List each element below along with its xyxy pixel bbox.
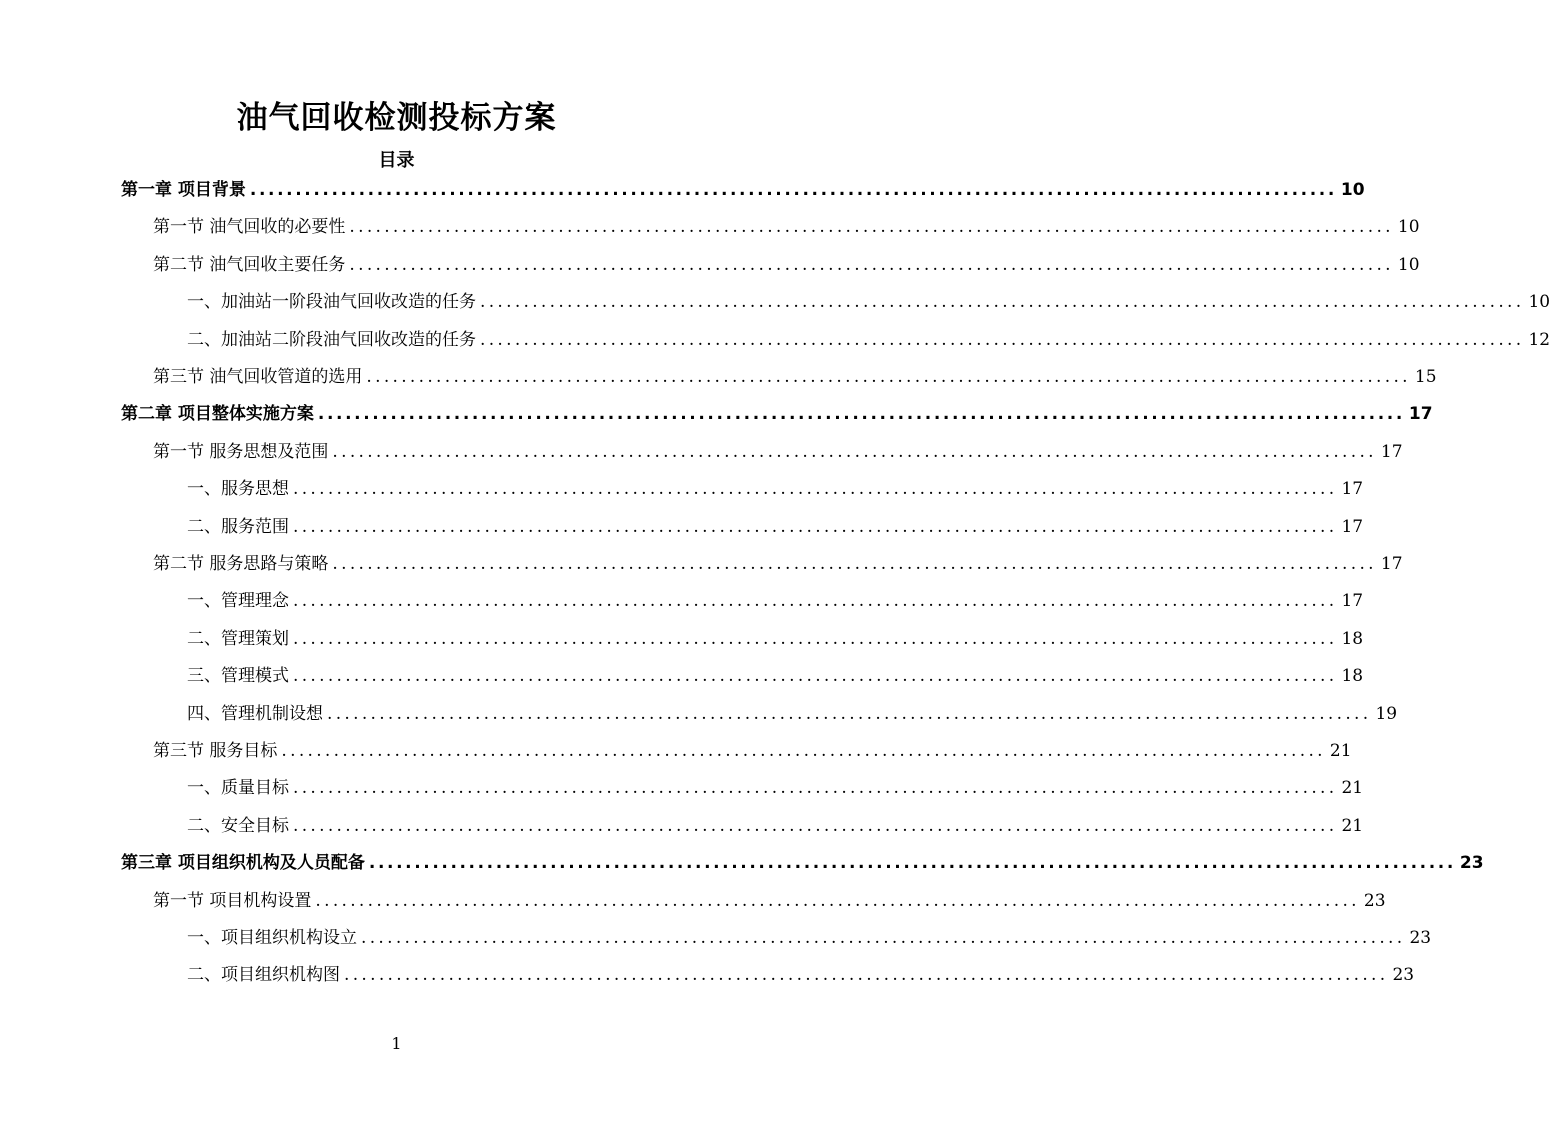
toc-heading: 目录 — [378, 150, 415, 171]
toc-entry-level3[interactable] — [187, 699, 1398, 729]
toc-entry-label: 第一节 项目机构设置 — [153, 890, 312, 911]
toc-entry-page: 19 — [1375, 703, 1398, 724]
page-number: 1 — [391, 1034, 402, 1053]
toc-entry-label: 第一章 项目背景 — [121, 180, 246, 200]
toc-entry-level3[interactable] — [187, 624, 1364, 654]
toc-entry-level1[interactable] — [121, 399, 1433, 429]
toc-entry-level3[interactable] — [187, 661, 1364, 691]
toc-leader-dots: ........................................................................................................................ — [366, 367, 1411, 387]
toc-entry-page: 10 — [1528, 292, 1550, 313]
toc-leader-dots: ........................................................................................................................ — [480, 292, 1525, 313]
toc-entry-page: 21 — [1341, 778, 1364, 799]
toc-entry-level2[interactable] — [153, 886, 1386, 916]
toc-entry-label: 一、服务思想 — [187, 479, 289, 500]
toc-entry-level2[interactable] — [153, 437, 1403, 467]
toc-entry-level3[interactable] — [187, 923, 1432, 953]
toc-entry-level1[interactable] — [121, 175, 1365, 205]
toc-leader-dots: ........................................................................................................................ — [293, 666, 1338, 687]
toc-entry-page: 23 — [1392, 965, 1415, 986]
toc-entry-level2[interactable] — [153, 250, 1420, 280]
toc-entry-label: 第一节 服务思想及范围 — [153, 441, 329, 462]
toc-entry-label: 一、项目组织机构设立 — [187, 928, 357, 948]
toc-entry-page: 17 — [1380, 441, 1403, 462]
toc-leader-dots: ........................................................................................................................ — [249, 180, 1337, 200]
toc-leader-dots: ........................................................................................................................ — [349, 217, 1394, 238]
toc-entry-page: 21 — [1329, 741, 1352, 761]
toc-leader-dots: ........................................................................................................................ — [332, 441, 1377, 462]
toc-leader-dots: ........................................................................................................................ — [327, 703, 1372, 724]
toc-entry-level3[interactable] — [187, 325, 1550, 355]
toc-leader-dots: ........................................................................................................................ — [293, 778, 1338, 799]
toc-entry-label: 第一节 油气回收的必要性 — [153, 217, 346, 238]
toc-entry-level2[interactable] — [153, 362, 1437, 392]
toc-entry-page: 17 — [1341, 516, 1364, 537]
toc-entry-page: 17 — [1341, 479, 1364, 500]
toc-entry-page: 23 — [1363, 890, 1386, 911]
toc-entry-label: 一、管理理念 — [187, 591, 289, 612]
toc-entry-level3[interactable] — [187, 287, 1550, 317]
toc-entry-level1[interactable] — [121, 848, 1484, 878]
toc-entry-label: 一、质量目标 — [187, 778, 289, 799]
toc-entry-page: 10 — [1397, 254, 1420, 275]
toc-entry-level3[interactable] — [187, 811, 1364, 841]
toc-entry-label: 四、管理机制设想 — [187, 703, 323, 724]
toc-entry-page: 17 — [1408, 404, 1433, 425]
toc-leader-dots: ........................................................................................................................ — [293, 628, 1338, 649]
toc-entry-level3[interactable] — [187, 960, 1415, 990]
toc-entry-level3[interactable] — [187, 512, 1364, 542]
toc-entry-page: 15 — [1414, 367, 1437, 387]
toc-leader-dots: ........................................................................................................................ — [293, 591, 1338, 612]
toc-entry-page: 21 — [1341, 815, 1364, 836]
toc-entry-page: 12 — [1528, 329, 1550, 350]
toc-leader-dots: ........................................................................................................................ — [293, 516, 1338, 537]
toc-entry-label: 第三章 项目组织机构及人员配备 — [121, 853, 365, 874]
document-title: 油气回收检测投标方案 — [236, 100, 557, 136]
toc-entry-level3[interactable] — [187, 474, 1364, 504]
toc-entry-page: 18 — [1341, 628, 1364, 649]
toc-leader-dots: ........................................................................................................................ — [332, 554, 1377, 574]
toc-entry-level2[interactable] — [153, 212, 1420, 242]
toc-entry-label: 第二节 油气回收主要任务 — [153, 254, 346, 275]
toc-entry-label: 二、服务范围 — [187, 516, 289, 537]
toc-leader-dots: ........................................................................................................................ — [344, 965, 1389, 986]
toc-entry-page: 10 — [1397, 217, 1420, 238]
toc-entry-label: 第二章 项目整体实施方案 — [121, 404, 314, 425]
toc-leader-dots: ........................................................................................................................ — [293, 479, 1338, 500]
toc-leader-dots: ........................................................................................................................ — [317, 404, 1405, 425]
toc-entry-page: 17 — [1341, 591, 1364, 612]
toc-leader-dots: ........................................................................................................................ — [349, 254, 1394, 275]
toc-entry-label: 二、加油站二阶段油气回收改造的任务 — [187, 329, 476, 350]
toc-entry-page: 23 — [1409, 928, 1432, 948]
toc-entry-level2[interactable] — [153, 736, 1352, 766]
toc-entry-label: 第三节 油气回收管道的选用 — [153, 367, 363, 387]
toc-entry-level2[interactable] — [153, 549, 1403, 579]
toc-leader-dots: ........................................................................................................................ — [281, 741, 1326, 761]
toc-entry-label: 第二节 服务思路与策略 — [153, 554, 329, 574]
toc-entry-label: 第三节 服务目标 — [153, 741, 278, 761]
toc-leader-dots: ........................................................................................................................ — [480, 329, 1525, 350]
toc-entry-level3[interactable] — [187, 773, 1364, 803]
toc-entry-label: 二、管理策划 — [187, 628, 289, 649]
toc-entry-page: 23 — [1459, 853, 1484, 874]
toc-leader-dots: ........................................................................................................................ — [368, 853, 1456, 874]
toc-entry-label: 二、项目组织机构图 — [187, 965, 340, 986]
toc-entry-level3[interactable] — [187, 586, 1364, 616]
toc-leader-dots: ........................................................................................................................ — [315, 890, 1360, 911]
toc-leader-dots: ........................................................................................................................ — [361, 928, 1406, 948]
toc-entry-label: 一、加油站一阶段油气回收改造的任务 — [187, 292, 476, 313]
toc-entry-page: 17 — [1380, 554, 1403, 574]
toc-entry-label: 二、安全目标 — [187, 815, 289, 836]
toc-leader-dots: ........................................................................................................................ — [293, 815, 1338, 836]
toc-entry-page: 18 — [1341, 666, 1364, 687]
toc-entry-label: 三、管理模式 — [187, 666, 289, 687]
toc-entry-page: 10 — [1340, 180, 1365, 200]
